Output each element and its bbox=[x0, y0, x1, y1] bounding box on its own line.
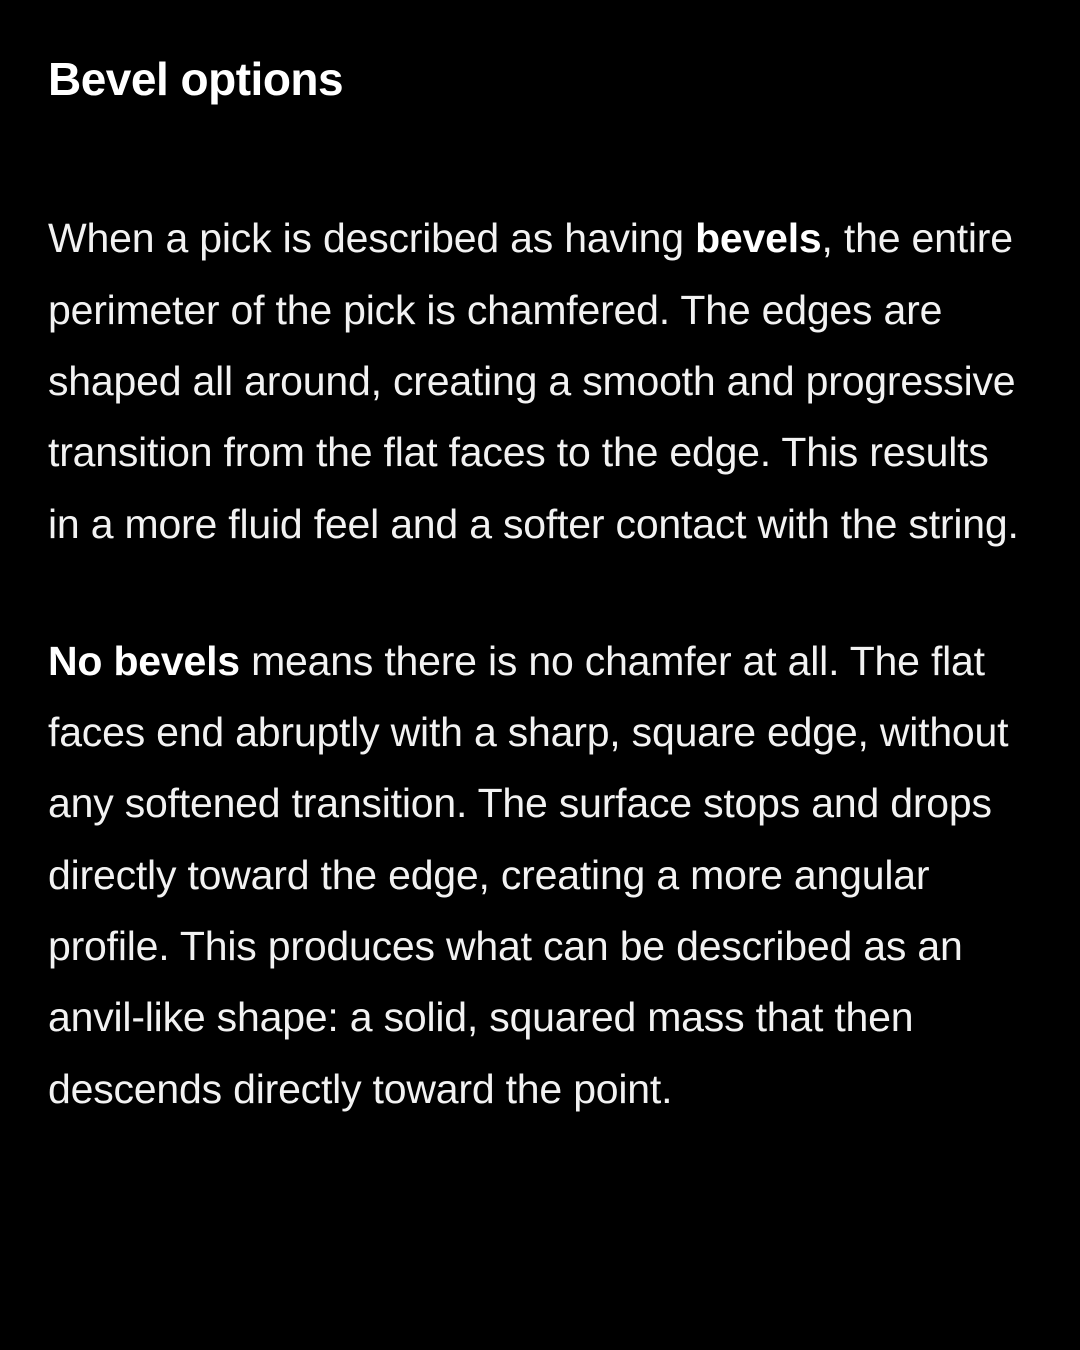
body-text: , the entire perimeter of the pick is chamfered. The edges are shaped all around, creating a smooth and progressive transition from the flat faces to the edge. This results in a more fluid feel and a softer contact with the string. bbox=[48, 215, 1019, 547]
page-title: Bevel options bbox=[48, 53, 344, 105]
body-text: means there is no chamfer at all. The flat faces end abruptly with a sharp, square edge, without any softened transition. The surface stops and drops directly toward the edge, creating a more angular profile. This produces what can be described as an anvil-like shape: a solid, squared mass that then descends directly toward the point. bbox=[48, 637, 1009, 1112]
paragraph-no-bevels bbox=[48, 626, 1020, 1125]
emphasis-text: No bevels bbox=[48, 637, 240, 684]
paragraph-bevels bbox=[48, 203, 1020, 560]
body-text: When a pick is described as having bbox=[48, 215, 696, 262]
emphasis-text: bevels bbox=[695, 215, 822, 262]
